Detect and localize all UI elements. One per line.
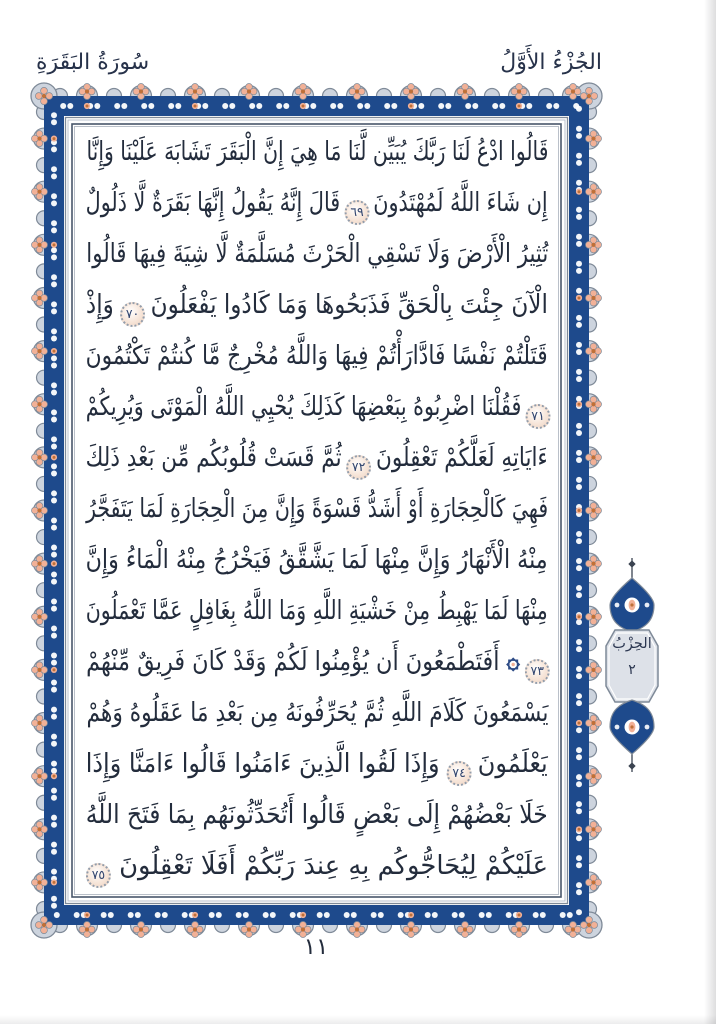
verse-text: وَإِذَا لَقُوا الَّذِينَ ءَامَنُوا قَالُوا ءَامَنَّا وَإِذَا (86, 749, 440, 779)
aya-end-marker: ٧١ (526, 404, 551, 429)
hizb-medallion (600, 558, 664, 772)
verse-text: إِن شَاءَ اللَّهُ لَمُهْتَدُونَ (373, 188, 548, 218)
aya-end-marker: ٧٠ (120, 302, 145, 327)
verse-text: ءَايَاتِهِ لَعَلَّكُمْ تَعْقِلُونَ (376, 443, 548, 473)
page-edge-shadow-right (704, 0, 716, 1024)
quran-line (74, 739, 560, 790)
verse-text: عَلَيْكُمْ لِيُحَاجُّوكُم بِهِ عِندَ رَبِّكُمْ أَفَلَا تَعْقِلُونَ (119, 851, 548, 881)
quran-line (74, 637, 560, 688)
verse-text: وَإِذْ (86, 290, 114, 320)
aya-end-marker: ٦٩ (345, 200, 370, 225)
hizb-number: ٢ (628, 662, 636, 678)
quran-line (74, 382, 560, 433)
verse-text: الْآنَ جِئْتَ بِالْحَقِّ فَذَبَحُوهَا وَمَا كَادُوا يَفْعَلُونَ (150, 290, 548, 320)
verse-text: مِنْهَا لَمَا يَهْبِطُ مِنْ خَشْيَةِ اللَّهِ وَمَا اللَّهُ بِغَافِلٍ عَمَّا تَعْمَلُونَ (86, 596, 548, 626)
verse-text: قَالَ إِنَّهُ يَقُولُ إِنَّهَا بَقَرَةٌ لَّا ذَلُولٌ (86, 188, 341, 218)
aya-end-marker: ٧٥ (86, 863, 111, 888)
aya-end-marker: ٧٣ (525, 659, 550, 684)
verse-text: ثُمَّ قَسَتْ قُلُوبُكُم مِّن بَعْدِ ذَلِكَ (86, 443, 342, 473)
aya-end-marker: ٧٢ (347, 455, 372, 480)
page-edge-shadow-bottom (0, 1015, 716, 1024)
quran-line (74, 280, 560, 331)
quran-line (74, 433, 560, 484)
quran-line (74, 688, 560, 739)
quran-line (74, 229, 560, 280)
quran-line (74, 535, 560, 586)
quran-line (74, 331, 560, 382)
verse-text: فَهِيَ كَالْحِجَارَةِ أَوْ أَشَدُّ قَسْوَةً وَإِنَّ مِنَ الْحِجَارَةِ لَمَا يَتَفَجَّرُ (86, 494, 548, 524)
verse-text: أَفَتَطْمَعُونَ أَن يُؤْمِنُوا لَكُمْ وَقَدْ كَانَ فَرِيقٌ مِّنْهُمْ (86, 647, 500, 677)
verse-text: فَقُلْنَا اضْرِبُوهُ بِبَعْضِهَا كَذَلِكَ يُحْيِي اللَّهُ الْمَوْتَى وَيُرِيكُمْ (86, 392, 522, 422)
quran-line (74, 790, 560, 841)
quran-line (74, 178, 560, 229)
verse-text: خَلَا بَعْضُهُمْ إِلَى بَعْضٍ قَالُوا أَتُحَدِّثُونَهُم بِمَا فَتَحَ اللَّهُ (86, 800, 548, 830)
verse-text: قَالُوا ادْعُ لَنَا رَبَّكَ يُبَيِّن لَّنَا مَا هِيَ إِنَّ الْبَقَرَ تَشَابَهَ عَلَيْنَا وَإِنَّا (86, 137, 548, 167)
surah-title: سُورَةُ البَقَرَةِ (36, 50, 150, 75)
rub-el-hizb-icon (505, 639, 520, 654)
quran-text (74, 127, 560, 892)
verse-text: مِنْهُ الْأَنْهَارُ وَإِنَّ مِنْهَا لَمَا يَشَّقَّقُ فَيَخْرُجُ مِنْهُ الْمَاءُ وَإِنَّ (86, 545, 548, 575)
verse-text: يَسْمَعُونَ كَلَامَ اللَّهِ ثُمَّ يُحَرِّفُونَهُ مِن بَعْدِ مَا عَقَلُوهُ وَهُمْ (86, 698, 548, 728)
quran-line (74, 841, 560, 892)
quran-line (74, 127, 560, 178)
aya-end-marker: ٧٤ (446, 761, 471, 786)
verse-text: يَعْلَمُونَ (478, 749, 548, 779)
page-number: ١١ (303, 934, 329, 960)
hizb-label: الحِزْبُ (612, 636, 652, 652)
verse-text: قَتَلْتُمْ نَفْسًا فَادَّارَأْتُمْ فِيهَا وَاللَّهُ مُخْرِجٌ مَّا كُنتُمْ تَكْتُمُونَ (86, 341, 548, 371)
juz-title: الجُزْءُ الأَوَّلُ (500, 50, 602, 75)
verse-text: تُثِيرُ الْأَرْضَ وَلَا تَسْقِي الْحَرْثَ مُسَلَّمَةٌ لَّا شِيَةَ فِيهَا قَالُوا (86, 239, 548, 269)
quran-line (74, 484, 560, 535)
quran-line (74, 586, 560, 637)
